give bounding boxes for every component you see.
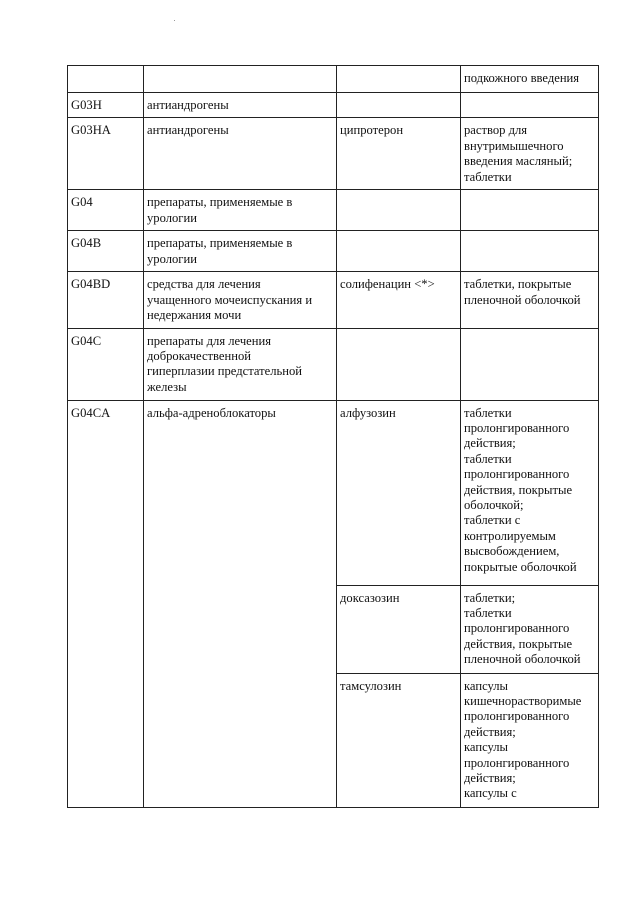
drug-name-cell: ципротерон (337, 118, 461, 190)
dosage-form-cell: таблетки; таблетки пролонгированного действия, покрытые пленочной оболочкой (461, 585, 599, 673)
drug-name-cell: солифенацин <*> (337, 272, 461, 328)
atc-code-cell (68, 66, 144, 93)
medication-table (67, 65, 599, 808)
atc-code-cell: G04C (68, 328, 144, 400)
table-row (68, 272, 599, 328)
atc-code-cell: G04B (68, 231, 144, 272)
drug-name-cell: доксазозин (337, 585, 461, 673)
atc-code-cell: G04BD (68, 272, 144, 328)
table-row (68, 400, 599, 585)
drug-name-cell (337, 231, 461, 272)
drug-name-cell: алфузозин (337, 400, 461, 585)
table-row (68, 190, 599, 231)
drug-name-cell (337, 328, 461, 400)
anatomical-group-cell: средства для лечения учащенного мочеиспускания и недержания мочи (144, 272, 337, 328)
table-row (68, 118, 599, 190)
anatomical-group-cell: препараты, применяемые в урологии (144, 190, 337, 231)
table-row (68, 66, 599, 93)
dosage-form-cell: капсулы кишечнорастворимые пролонгированного действия; капсулы пролонгированного действия; капсулы с (461, 673, 599, 807)
dosage-form-cell (461, 231, 599, 272)
drug-name-cell (337, 66, 461, 93)
dosage-form-cell: раствор для внутримышечного введения масляный; таблетки (461, 118, 599, 190)
drug-name-cell (337, 190, 461, 231)
dosage-form-cell: подкожного введения (461, 66, 599, 93)
table-row (68, 328, 599, 400)
atc-code-cell: G04 (68, 190, 144, 231)
anatomical-group-cell: альфа-адреноблокаторы (144, 400, 337, 807)
anatomical-group-cell: антиандрогены (144, 93, 337, 118)
dosage-form-cell (461, 93, 599, 118)
dosage-form-cell: таблетки, покрытые пленочной оболочкой (461, 272, 599, 328)
dosage-form-cell: таблетки пролонгированного действия; таблетки пролонгированного действия, покрытые оболочкой; таблетки с контролируемым высвобождением, покрытые оболочкой (461, 400, 599, 585)
anatomical-group-cell: препараты, применяемые в урологии (144, 231, 337, 272)
atc-code-cell: G04CA (68, 400, 144, 807)
drug-name-cell: тамсулозин (337, 673, 461, 807)
table-row (68, 231, 599, 272)
anatomical-group-cell (144, 66, 337, 93)
scan-dot (174, 20, 175, 21)
atc-code-cell: G03HA (68, 118, 144, 190)
dosage-form-cell (461, 328, 599, 400)
dosage-form-cell (461, 190, 599, 231)
anatomical-group-cell: препараты для лечения доброкачественной гиперплазии предстательной железы (144, 328, 337, 400)
anatomical-group-cell: антиандрогены (144, 118, 337, 190)
table-row (68, 93, 599, 118)
drug-name-cell (337, 93, 461, 118)
atc-code-cell: G03H (68, 93, 144, 118)
